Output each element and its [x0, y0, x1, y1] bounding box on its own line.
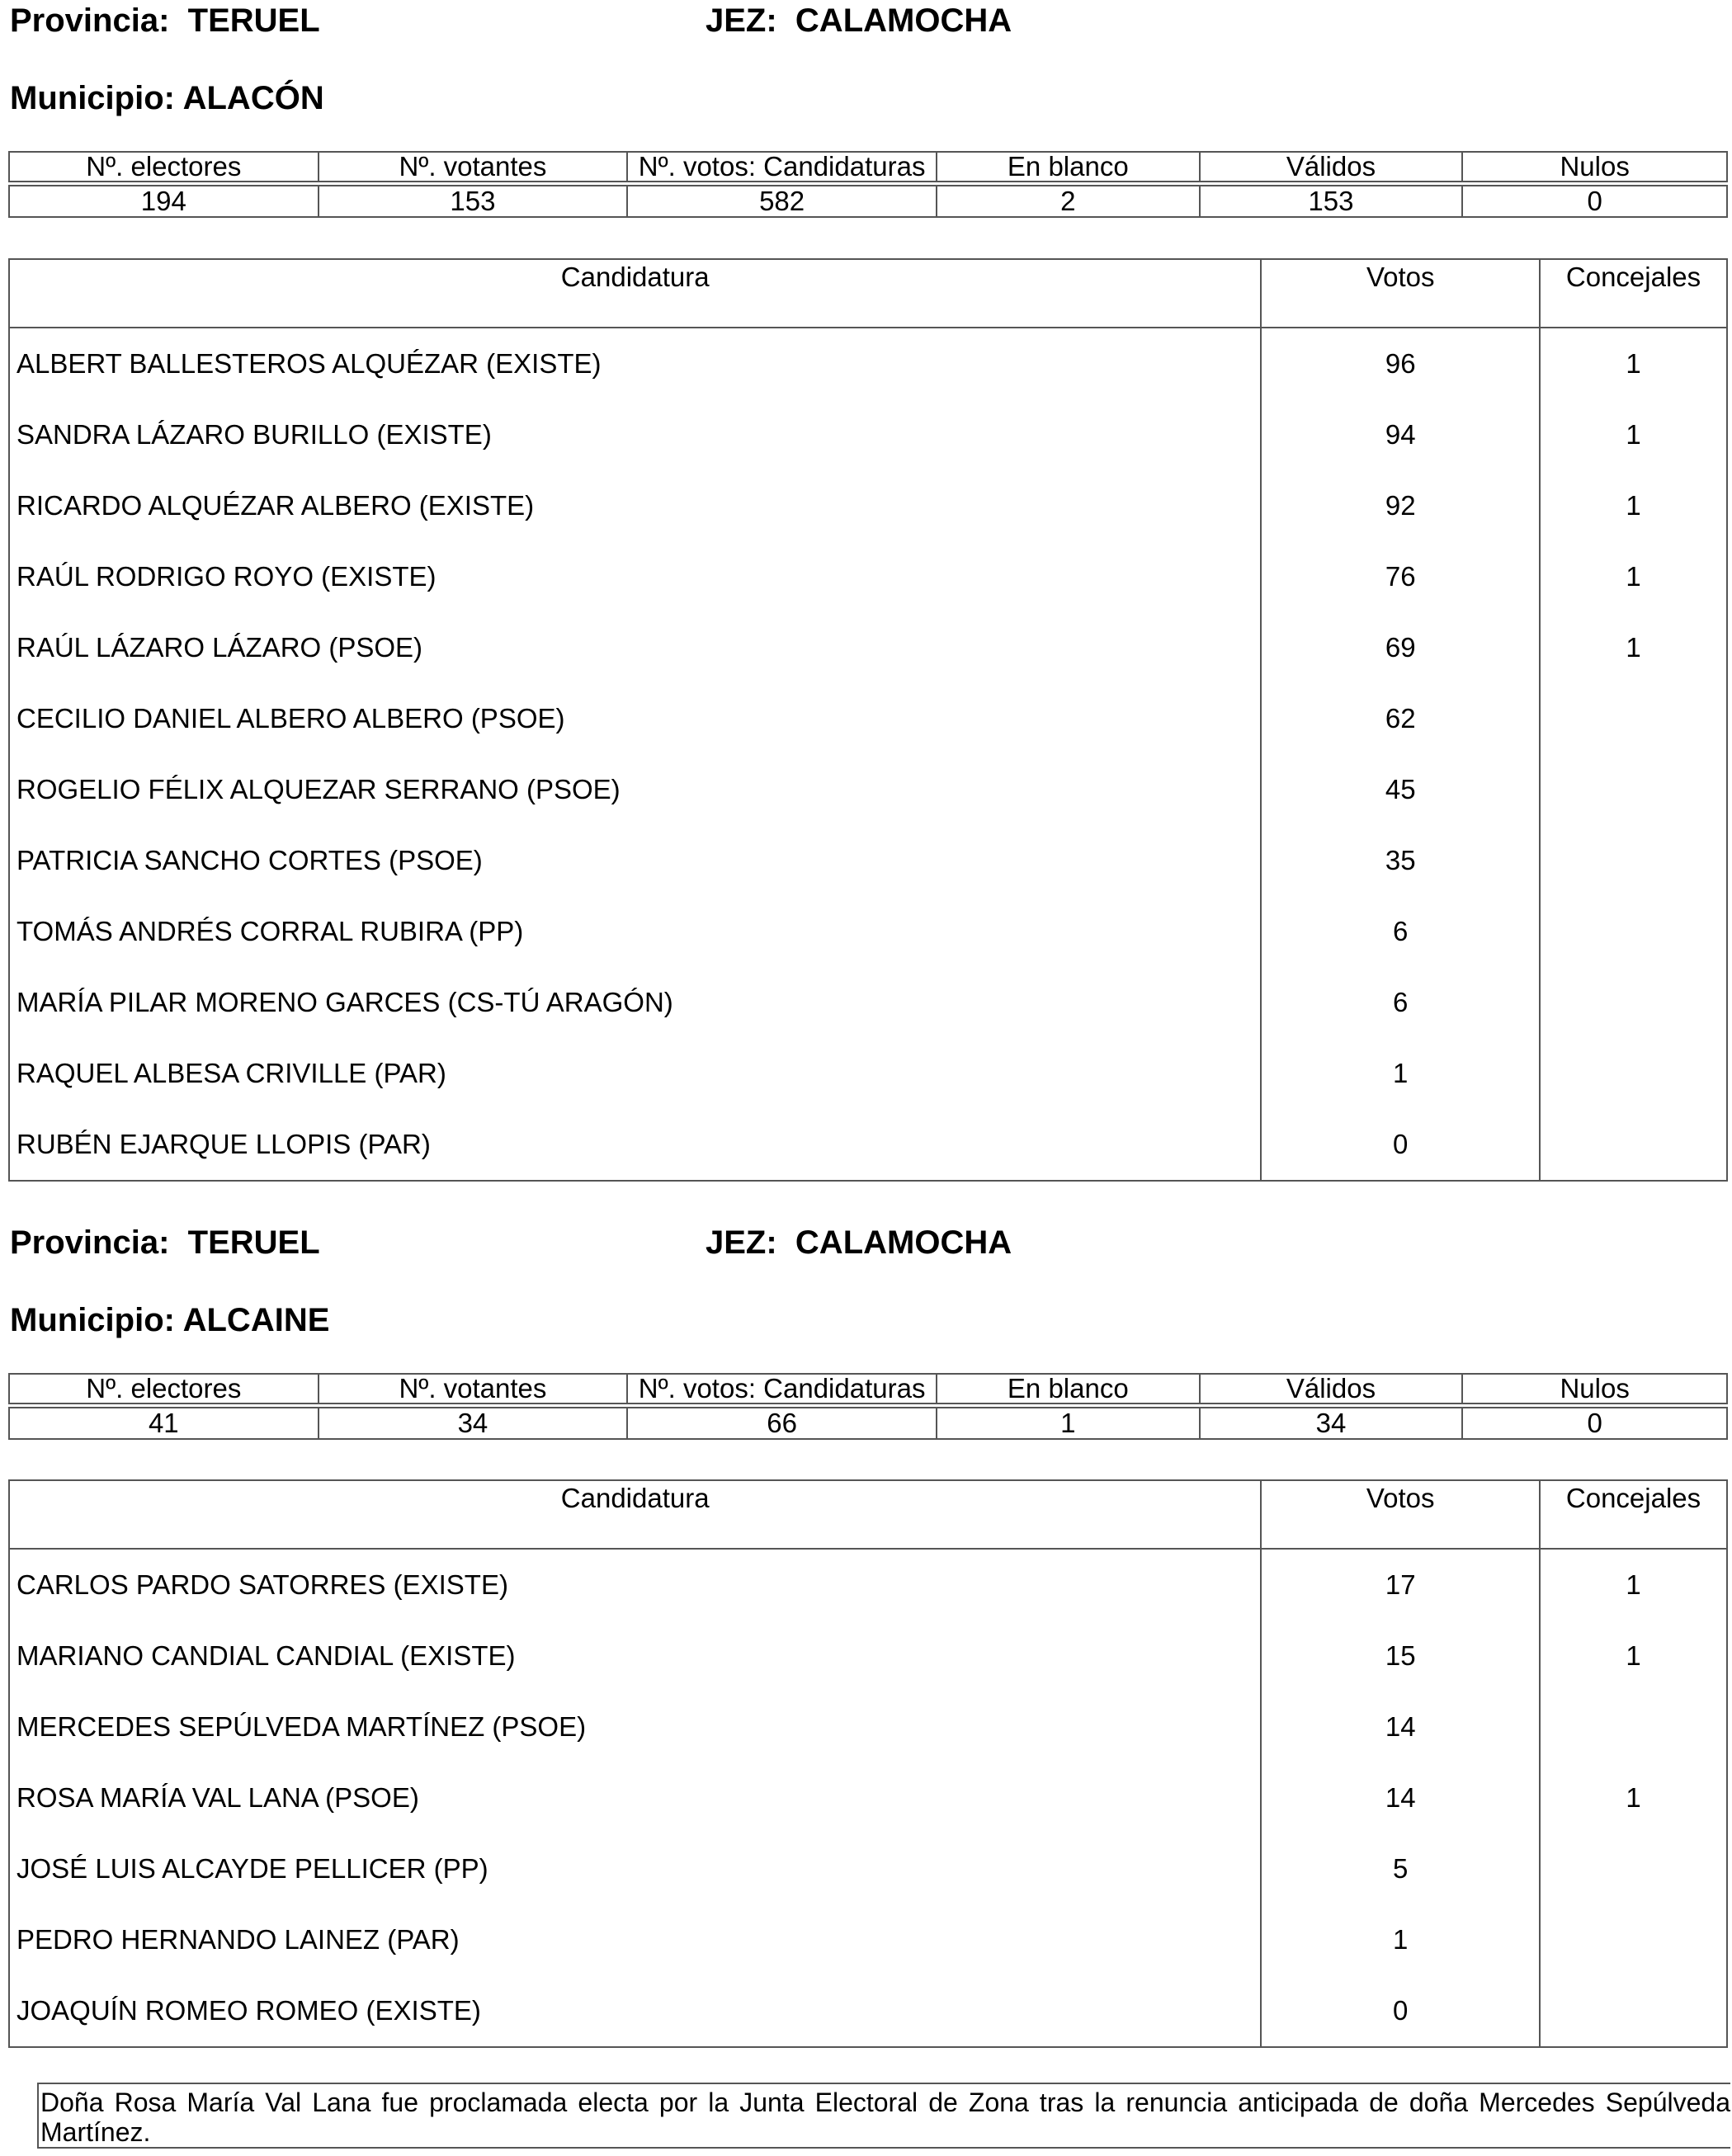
candidates-body: [9, 1549, 1727, 2047]
candidate-concejales: [1540, 754, 1727, 825]
candidates-table-2: [8, 1479, 1728, 2048]
table-row: [9, 1691, 1727, 1762]
candidate-name: PEDRO HERNANDO LAINEZ (PAR): [9, 1904, 1261, 1975]
header-votos-candidaturas: Nº. votos: Candidaturas: [627, 1374, 937, 1404]
table-row: [9, 1038, 1727, 1109]
table-row: [9, 1762, 1727, 1833]
candidate-concejales: 1: [1540, 1621, 1727, 1691]
municipio-label: Municipio:: [10, 80, 175, 116]
candidate-concejales: 1: [1540, 612, 1727, 683]
candidate-votos: 76: [1261, 541, 1540, 612]
header-concejales: Concejales: [1540, 259, 1727, 328]
header-electores: Nº. electores: [9, 152, 319, 182]
stats-values-row: [9, 186, 1727, 217]
candidates-header-row: [9, 1480, 1727, 1549]
table-row: [9, 683, 1727, 754]
table-row: [9, 896, 1727, 967]
candidate-name: MARÍA PILAR MORENO GARCES (CS-TÚ ARAGÓN): [9, 967, 1261, 1038]
table-row: [9, 1549, 1727, 1621]
candidate-votos: 5: [1261, 1833, 1540, 1904]
candidate-name: ALBERT BALLESTEROS ALQUÉZAR (EXISTE): [9, 328, 1261, 399]
stats-header-row: [9, 152, 1727, 182]
candidates-header-row: [9, 259, 1727, 328]
table-row: [9, 825, 1727, 896]
candidate-concejales: [1540, 825, 1727, 896]
candidate-concejales: 1: [1540, 399, 1727, 470]
header-electores: Nº. electores: [9, 1374, 319, 1404]
jez-value: CALAMOCHA: [795, 2, 1012, 39]
stats-table-2: [8, 1373, 1728, 1440]
header-votos: Votos: [1261, 1480, 1540, 1549]
provincia-label: Provincia:: [10, 2, 170, 39]
candidate-votos: 69: [1261, 612, 1540, 683]
candidate-name: CECILIO DANIEL ALBERO ALBERO (PSOE): [9, 683, 1261, 754]
candidate-concejales: 1: [1540, 1762, 1727, 1833]
candidate-concejales: 1: [1540, 1549, 1727, 1621]
provincia-line-1: [10, 0, 320, 41]
jez-label: JEZ:: [706, 1224, 777, 1261]
municipio-line-1: [10, 78, 324, 119]
footnote: Doña Rosa María Val Lana fue proclamada electa por la Junta Electoral de Zona tras la renuncia anticipada de doña Mercedes Sepúlveda Martínez.: [37, 2083, 1730, 2149]
table-row: [9, 967, 1727, 1038]
table-row: [9, 1109, 1727, 1181]
candidate-votos: 14: [1261, 1691, 1540, 1762]
value-validos: 34: [1200, 1408, 1463, 1439]
candidate-name: ROGELIO FÉLIX ALQUEZAR SERRANO (PSOE): [9, 754, 1261, 825]
municipio-label: Municipio:: [10, 1302, 175, 1338]
candidate-concejales: [1540, 1904, 1727, 1975]
header-votos: Votos: [1261, 259, 1540, 328]
candidate-votos: 17: [1261, 1549, 1540, 1621]
value-votos-candidaturas: 582: [627, 186, 937, 217]
candidate-votos: 35: [1261, 825, 1540, 896]
candidate-votos: 62: [1261, 683, 1540, 754]
value-votos-candidaturas: 66: [627, 1408, 937, 1439]
candidate-votos: 92: [1261, 470, 1540, 541]
jez-line-2: [706, 1222, 1012, 1263]
candidate-name: CARLOS PARDO SATORRES (EXISTE): [9, 1549, 1261, 1621]
candidate-votos: 1: [1261, 1038, 1540, 1109]
table-row: [9, 541, 1727, 612]
candidate-concejales: [1540, 1975, 1727, 2047]
candidate-concejales: [1540, 1038, 1727, 1109]
candidate-name: SANDRA LÁZARO BURILLO (EXISTE): [9, 399, 1261, 470]
candidate-name: ROSA MARÍA VAL LANA (PSOE): [9, 1762, 1261, 1833]
candidate-name: RAÚL LÁZARO LÁZARO (PSOE): [9, 612, 1261, 683]
header-votantes: Nº. votantes: [319, 1374, 628, 1404]
candidate-votos: 6: [1261, 896, 1540, 967]
value-en-blanco: 1: [937, 1408, 1200, 1439]
table-row: [9, 1621, 1727, 1691]
candidate-concejales: [1540, 1833, 1727, 1904]
header-nulos: Nulos: [1462, 152, 1727, 182]
header-votantes: Nº. votantes: [319, 152, 628, 182]
municipio-line-2: [10, 1300, 329, 1341]
candidate-name: MARIANO CANDIAL CANDIAL (EXISTE): [9, 1621, 1261, 1691]
value-electores: 194: [9, 186, 319, 217]
candidate-concejales: [1540, 1109, 1727, 1181]
candidate-votos: 94: [1261, 399, 1540, 470]
candidate-name: RICARDO ALQUÉZAR ALBERO (EXISTE): [9, 470, 1261, 541]
value-votantes: 153: [319, 186, 628, 217]
candidate-name: MERCEDES SEPÚLVEDA MARTÍNEZ (PSOE): [9, 1691, 1261, 1762]
candidate-concejales: [1540, 967, 1727, 1038]
header-nulos: Nulos: [1462, 1374, 1727, 1404]
value-nulos: 0: [1462, 1408, 1727, 1439]
candidate-name: JOSÉ LUIS ALCAYDE PELLICER (PP): [9, 1833, 1261, 1904]
municipio-value: ALACÓN: [182, 80, 324, 116]
header-votos-candidaturas: Nº. votos: Candidaturas: [627, 152, 937, 182]
candidate-votos: 14: [1261, 1762, 1540, 1833]
table-row: [9, 754, 1727, 825]
candidates-table-1: [8, 258, 1728, 1182]
table-row: [9, 1975, 1727, 2047]
candidate-votos: 45: [1261, 754, 1540, 825]
value-en-blanco: 2: [937, 186, 1200, 217]
stats-values-row: [9, 1408, 1727, 1439]
municipio-value: ALCAINE: [182, 1302, 330, 1338]
candidate-name: PATRICIA SANCHO CORTES (PSOE): [9, 825, 1261, 896]
header-validos: Válidos: [1200, 1374, 1463, 1404]
value-validos: 153: [1200, 186, 1463, 217]
candidate-concejales: 1: [1540, 541, 1727, 612]
provincia-value: TERUEL: [187, 1224, 320, 1261]
header-candidatura: Candidatura: [9, 259, 1261, 328]
candidate-votos: 6: [1261, 967, 1540, 1038]
candidate-name: TOMÁS ANDRÉS CORRAL RUBIRA (PP): [9, 896, 1261, 967]
jez-value: CALAMOCHA: [795, 1224, 1012, 1261]
stats-table-1: [8, 151, 1728, 218]
candidate-name: RAÚL RODRIGO ROYO (EXISTE): [9, 541, 1261, 612]
table-row: [9, 399, 1727, 470]
candidate-votos: 15: [1261, 1621, 1540, 1691]
header-en-blanco: En blanco: [937, 152, 1200, 182]
value-electores: 41: [9, 1408, 319, 1439]
candidate-name: JOAQUÍN ROMEO ROMEO (EXISTE): [9, 1975, 1261, 2047]
table-row: [9, 1833, 1727, 1904]
candidate-concejales: [1540, 896, 1727, 967]
candidate-votos: 0: [1261, 1109, 1540, 1181]
table-row: [9, 328, 1727, 399]
candidate-votos: 96: [1261, 328, 1540, 399]
candidate-votos: 0: [1261, 1975, 1540, 2047]
table-row: [9, 1904, 1727, 1975]
header-validos: Válidos: [1200, 152, 1463, 182]
value-votantes: 34: [319, 1408, 628, 1439]
jez-label: JEZ:: [706, 2, 777, 39]
value-nulos: 0: [1462, 186, 1727, 217]
candidate-name: RAQUEL ALBESA CRIVILLE (PAR): [9, 1038, 1261, 1109]
header-candidatura: Candidatura: [9, 1480, 1261, 1549]
stats-header-row: [9, 1374, 1727, 1404]
provincia-line-2: [10, 1222, 320, 1263]
provincia-label: Provincia:: [10, 1224, 170, 1261]
header-concejales: Concejales: [1540, 1480, 1727, 1549]
provincia-value: TERUEL: [187, 2, 320, 39]
candidate-concejales: 1: [1540, 470, 1727, 541]
candidate-concejales: [1540, 683, 1727, 754]
table-row: [9, 470, 1727, 541]
candidate-name: RUBÉN EJARQUE LLOPIS (PAR): [9, 1109, 1261, 1181]
header-en-blanco: En blanco: [937, 1374, 1200, 1404]
candidate-concejales: [1540, 1691, 1727, 1762]
candidate-votos: 1: [1261, 1904, 1540, 1975]
candidates-body: [9, 328, 1727, 1181]
table-row: [9, 612, 1727, 683]
jez-line-1: [706, 0, 1012, 41]
candidate-concejales: 1: [1540, 328, 1727, 399]
